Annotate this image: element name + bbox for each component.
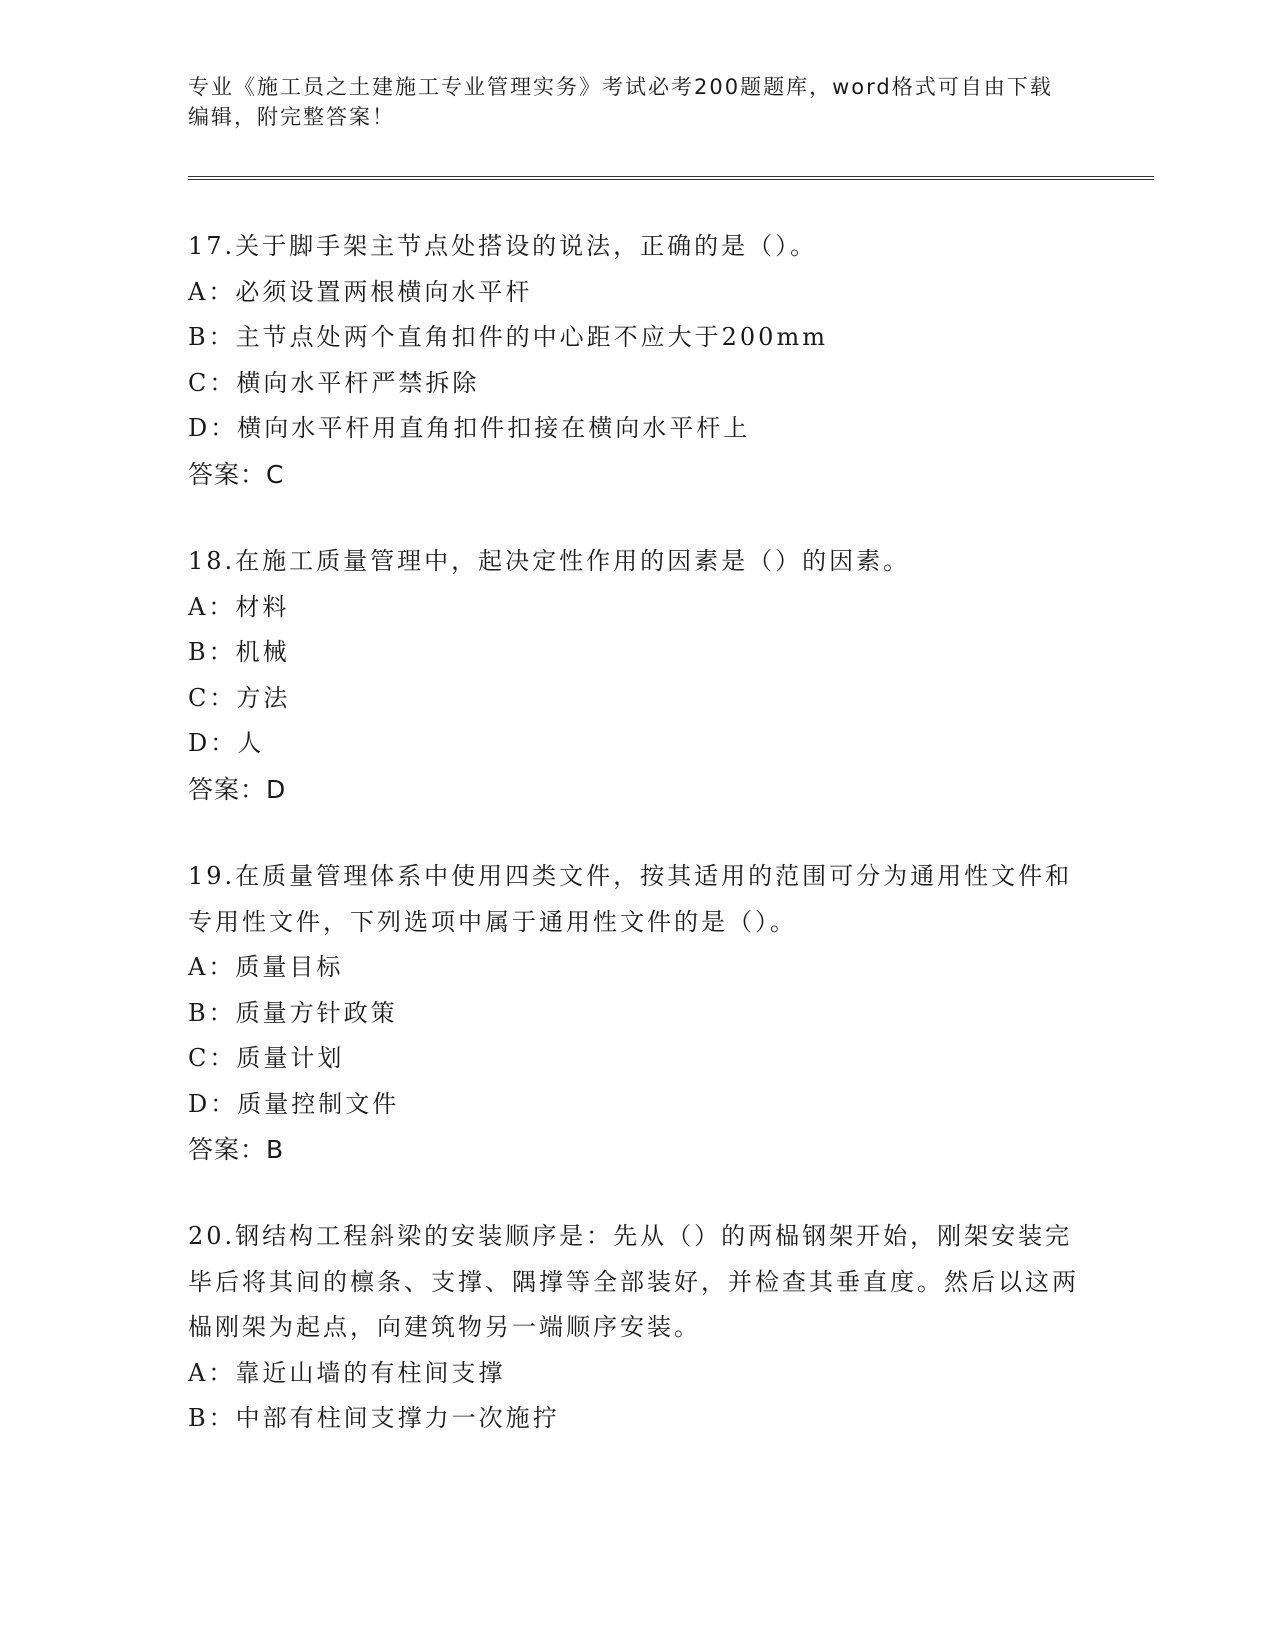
answer: 答案：B <box>188 1135 285 1164</box>
option-d: D：横向水平杆用直角扣件扣接在横向水平杆上 <box>188 414 751 442</box>
header-divider <box>188 176 1154 180</box>
option-c: C：方法 <box>188 683 291 712</box>
question-17 <box>188 224 1088 497</box>
option-c: C：横向水平杆严禁拆除 <box>188 368 480 397</box>
option-a: A：材料 <box>188 592 290 621</box>
option-b: B：机械 <box>188 638 290 666</box>
question-18 <box>188 539 1088 812</box>
option-b: B：中部有柱间支撑力一次施拧 <box>188 1404 560 1432</box>
option-c: C：质量计划 <box>188 1044 345 1072</box>
question-text: 19.在质量管理体系中使用四类文件，按其适用的范围可分为通用性文件和专用性文件，下列选项中属于通用性文件的是（）。 <box>188 862 1073 936</box>
question-text: 17.关于脚手架主节点处搭设的说法，正确的是（）。 <box>188 232 818 260</box>
document-header: 专业《施工员之土建施工专业管理实务》考试必考200题题库，word格式可自由下载编辑，附完整答案！ <box>188 75 1053 129</box>
question-19 <box>188 854 1088 1173</box>
question-20 <box>188 1214 1088 1442</box>
option-b: B：主节点处两个直角扣件的中心距不应大于200mm <box>188 323 828 351</box>
option-a: A：必须设置两根横向水平杆 <box>188 277 533 306</box>
option-a: A：靠近山墙的有柱间支撑 <box>188 1358 506 1387</box>
option-d: D：质量控制文件 <box>188 1089 400 1118</box>
option-d: D：人 <box>188 729 265 757</box>
question-text: 20.钢结构工程斜梁的安装顺序是：先从（）的两榀钢架开始，刚架安装完毕后将其间的檩条、支撑、隅撑等全部装好，并检查其垂直度。然后以这两榀刚架为起点，向建筑物另一端顺序安装。 <box>188 1222 1079 1341</box>
answer: 答案：C <box>188 459 285 489</box>
option-b: B：质量方针政策 <box>188 998 398 1027</box>
answer: 答案：D <box>188 774 287 804</box>
option-a: A：质量目标 <box>188 953 344 981</box>
question-text: 18.在施工质量管理中，起决定性作用的因素是（）的因素。 <box>188 547 911 575</box>
